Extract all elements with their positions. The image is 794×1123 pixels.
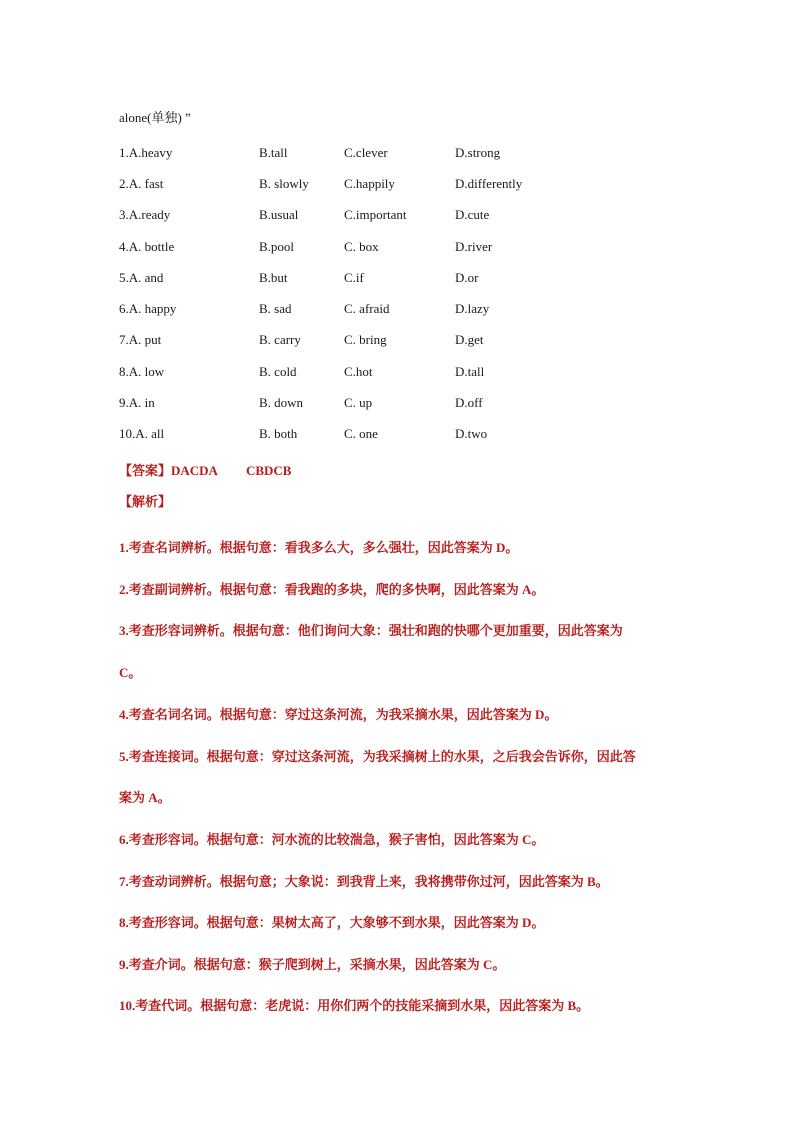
answer-line (119, 462, 291, 480)
option-b: B.tall (259, 145, 288, 160)
option-d: D.river (455, 239, 493, 254)
option-a: 6.A. happy (119, 301, 177, 316)
option-d: D.lazy (455, 301, 490, 316)
option-c: C. one (344, 426, 378, 441)
option-c: C. box (344, 239, 379, 254)
option-a: 9.A. in (119, 395, 155, 410)
answer-label: 【答案】DACDA (119, 463, 218, 478)
explanation-line: 1.考查名词辨析。根据句意：看我多么大，多么强壮，因此答案为 D。 (119, 540, 519, 555)
option-d: D.off (455, 395, 483, 410)
option-d: D.or (455, 270, 479, 285)
option-a: 7.A. put (119, 332, 162, 347)
option-b: B.pool (259, 239, 295, 254)
option-c: C. afraid (344, 301, 390, 316)
explanation-line: 7.考查动词辨析。根据句意；大象说：到我背上来，我将携带你过河，因此答案为 B。 (119, 874, 609, 889)
explanation-line: 3.考查形容词辨析。根据句意：他们询问大象：强壮和跑的快哪个更加重要，因此答案为 (119, 623, 623, 638)
option-c: C.important (344, 207, 407, 222)
option-b: B.but (259, 270, 288, 285)
option-a: 4.A. bottle (119, 239, 175, 254)
option-b: B. slowly (259, 176, 309, 191)
option-d: D.strong (455, 145, 501, 160)
option-b: B. cold (259, 364, 297, 379)
option-d: D.get (455, 332, 484, 347)
option-b: B. down (259, 395, 304, 410)
explanation-line: 6.考查形容词。根据句意：河水流的比较湍急，猴子害怕，因此答案为 C。 (119, 832, 545, 847)
option-c: C.clever (344, 145, 388, 160)
option-a: 5.A. and (119, 270, 164, 285)
analysis-heading: 【解析】 (119, 494, 172, 509)
explanation-line: 4.考查名词名词。根据句意：穿过这条河流，为我采摘水果，因此答案为 D。 (119, 707, 558, 722)
option-d: D.tall (455, 364, 485, 379)
explanation-line: 2.考查副词辨析。根据句意：看我跑的多块，爬的多快啊，因此答案为 A。 (119, 582, 545, 597)
option-c: C.if (344, 270, 364, 285)
option-a: 3.A.ready (119, 207, 171, 222)
option-a: 10.A. all (119, 426, 165, 441)
option-c: C.happily (344, 176, 395, 191)
answer-second: CBDCB (245, 463, 292, 478)
option-d: D.two (455, 426, 488, 441)
option-b: B. sad (259, 301, 292, 316)
explanation-line: 8.考查形容词。根据句意：果树太高了，大象够不到水果，因此答案为 D。 (119, 915, 545, 930)
explanation-line: C。 (119, 665, 142, 680)
option-c: C. bring (344, 332, 387, 347)
option-c: C.hot (344, 364, 373, 379)
option-a: 2.A. fast (119, 176, 164, 191)
explanation-line: 9.考查介词。根据句意：猴子爬到树上，采摘水果，因此答案为 C。 (119, 957, 506, 972)
option-c: C. up (344, 395, 373, 410)
option-d: D.cute (455, 207, 490, 222)
intro-text: alone(单独) ” (119, 110, 191, 125)
option-a: 8.A. low (119, 364, 165, 379)
option-a: 1.A.heavy (119, 145, 173, 160)
explanation-line: 案为 A。 (119, 790, 171, 805)
option-b: B. carry (259, 332, 301, 347)
explanation-line: 5.考查连接词。根据句意：穿过这条河流，为我采摘树上的水果，之后我会告诉你，因此答 (119, 749, 636, 764)
option-d: D.differently (455, 176, 523, 191)
option-b: B. both (259, 426, 298, 441)
option-b: B.usual (259, 207, 299, 222)
explanation-line: 10.考查代词。根据句意：老虎说：用你们两个的技能采摘到水果，因此答案为 B。 (119, 998, 590, 1013)
